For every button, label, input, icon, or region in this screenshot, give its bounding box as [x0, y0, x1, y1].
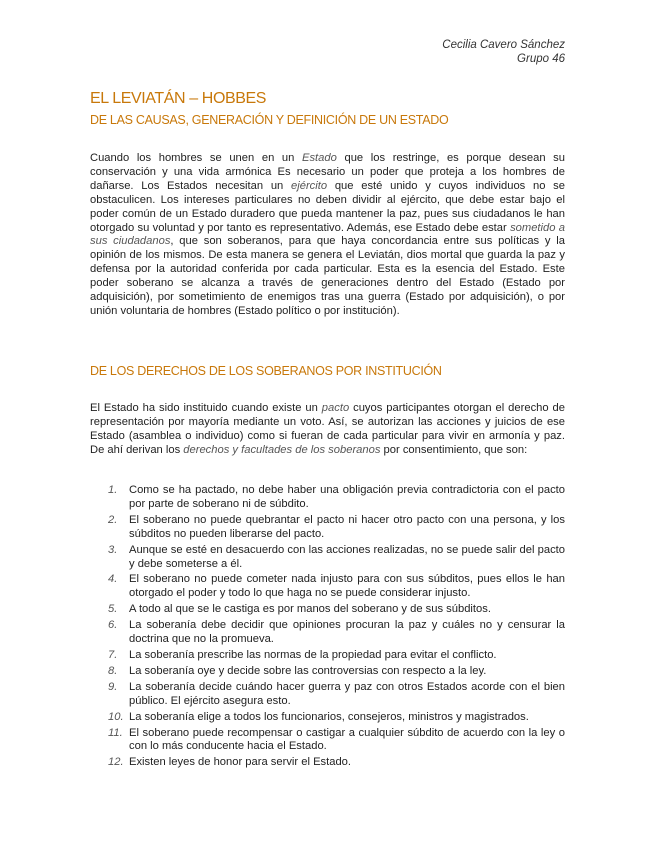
- text-run: que los restringe, es porque desean su conservación y una vida armónica Es necesario un poder que proteja a los hombres de dañarse. Los Estados necesitan un: [90, 152, 565, 192]
- list-item: [108, 514, 565, 542]
- list-item: [108, 711, 565, 725]
- list-number: 6.: [108, 619, 118, 632]
- document-title: EL LEVIATÁN – HOBBES: [90, 90, 267, 107]
- list-item-text: La soberanía decide cuándo hacer guerra y paz con otros Estados acorde con el bien público. El ejército asegura esto.: [129, 680, 565, 707]
- paragraph-pacto: [90, 402, 565, 458]
- page-header: [442, 38, 565, 66]
- list-item: [108, 484, 565, 512]
- emphasis-estado: Estado: [302, 152, 337, 164]
- text-run: Cuando los hombres se unen en un: [90, 152, 302, 164]
- list-number: 11.: [108, 726, 123, 739]
- list-number: 4.: [108, 573, 118, 586]
- list-number: 5.: [108, 603, 118, 616]
- rights-list: [108, 484, 565, 772]
- list-item-text: Aunque se esté en desacuerdo con las acciones realizadas, no se puede salir del pacto y debe someterse a él.: [129, 543, 565, 570]
- list-number: 2.: [108, 513, 118, 526]
- emphasis-sometido: sometido a sus ciudadanos: [90, 221, 565, 248]
- paragraph-estado: [90, 152, 565, 319]
- emphasis-pacto: pacto: [321, 402, 350, 414]
- text-run: que esté unido y cuyos individuos no se obstaculicen. Los intereses particulares no deben dividir al ejército, que debe estar bajo el poder común de un Estado duradero que pueda mantener la paz, pues sus ciudadanos le han otorgado su voluntad y por tanto es representativo. Además, ese Estado debe estar: [90, 179, 565, 234]
- list-item: [108, 649, 565, 663]
- list-item-text: A todo al que se le castiga es por manos del soberano y de sus súbditos.: [129, 603, 491, 616]
- list-number: 1.: [108, 484, 118, 496]
- list-item: [108, 727, 565, 755]
- text-run: , que son soberanos, para que haya concordancia entre sus políticas y la opinión de los mismos. De esta manera se genera el Leviatán, dios mortal que guarda la paz y defensa por la autoridad conferida por cada particular. Esta es la esencia del Estado. Este poder soberano se alcanza a través de generaciones dentro del Estado (Estado por adquisición), por sometimiento de enemigos tras una guerra (Estado por adquisición), o por unión voluntaria de hombres (Estado político o por institución).: [90, 235, 566, 317]
- list-item: [108, 756, 565, 770]
- text-run: por consentimiento, que son:: [380, 443, 528, 456]
- list-item: [108, 681, 565, 709]
- text-run: cuyos participantes otorgan el derecho de representación por mayoría mediante un voto. Así, se autorizan las acciones y juicios de ese Estado (asamblea o individuo) como si fueran de cada particular para vivir en armonía y paz. De ahí derivan los: [90, 402, 565, 456]
- list-item: [108, 603, 565, 617]
- list-item-text: La soberanía debe decidir que opiniones procuran la paz y cuáles no y censurar la doctrina que no la promueva.: [129, 619, 565, 646]
- list-item: [108, 544, 565, 572]
- list-item-text: El soberano puede recompensar o castigar a cualquier súbdito de acuerdo con la ley o con lo más conducente hacia el Estado.: [129, 726, 565, 753]
- list-item: [108, 573, 565, 601]
- list-number: 3.: [108, 543, 118, 556]
- section-heading-derechos: DE LOS DERECHOS DE LOS SOBERANOS POR INSTITUCIÓN: [90, 364, 442, 378]
- list-item: [108, 619, 565, 647]
- text-run: El Estado ha sido instituido cuando existe un: [90, 402, 322, 414]
- list-item-text: El soberano no puede cometer nada injusto para con sus súbditos, pues ellos le han otorgado el poder y todo lo que haga no se puede considerar injusto.: [129, 573, 565, 600]
- list-item-text: Existen leyes de honor para servir el Estado.: [129, 756, 352, 769]
- emphasis-ejercito: ejército: [291, 179, 328, 192]
- list-number: 12.: [108, 756, 124, 769]
- list-number: 10.: [108, 710, 124, 723]
- list-item-text: La soberanía prescribe las normas de la propiedad para evitar el conflicto.: [129, 648, 497, 661]
- list-number: 7.: [108, 648, 118, 661]
- list-item-text: Como se ha pactado, no debe haber una obligación previa contradictoria con el pacto por parte de soberano ni de súbdito.: [129, 484, 565, 510]
- list-number: 8.: [108, 664, 118, 677]
- list-item-text: El soberano no puede quebrantar el pacto ni hacer otro pacto con una persona, y los súbditos no pueden liberarse del pacto.: [129, 513, 565, 540]
- emphasis-derechos: derechos y facultades de los soberanos: [183, 443, 381, 456]
- list-item: [108, 665, 565, 679]
- list-item-text: La soberanía oye y decide sobre las controversias con respecto a la ley.: [129, 664, 487, 677]
- list-item-text: La soberanía elige a todos los funcionarios, consejeros, ministros y magistrados.: [129, 710, 529, 723]
- list-number: 9.: [108, 680, 118, 693]
- author-name: Cecilia Cavero Sánchez: [442, 39, 565, 51]
- group-label: Grupo 46: [517, 53, 565, 65]
- section-heading-causas: DE LAS CAUSAS, GENERACIÓN Y DEFINICIÓN DE UN ESTADO: [90, 113, 449, 127]
